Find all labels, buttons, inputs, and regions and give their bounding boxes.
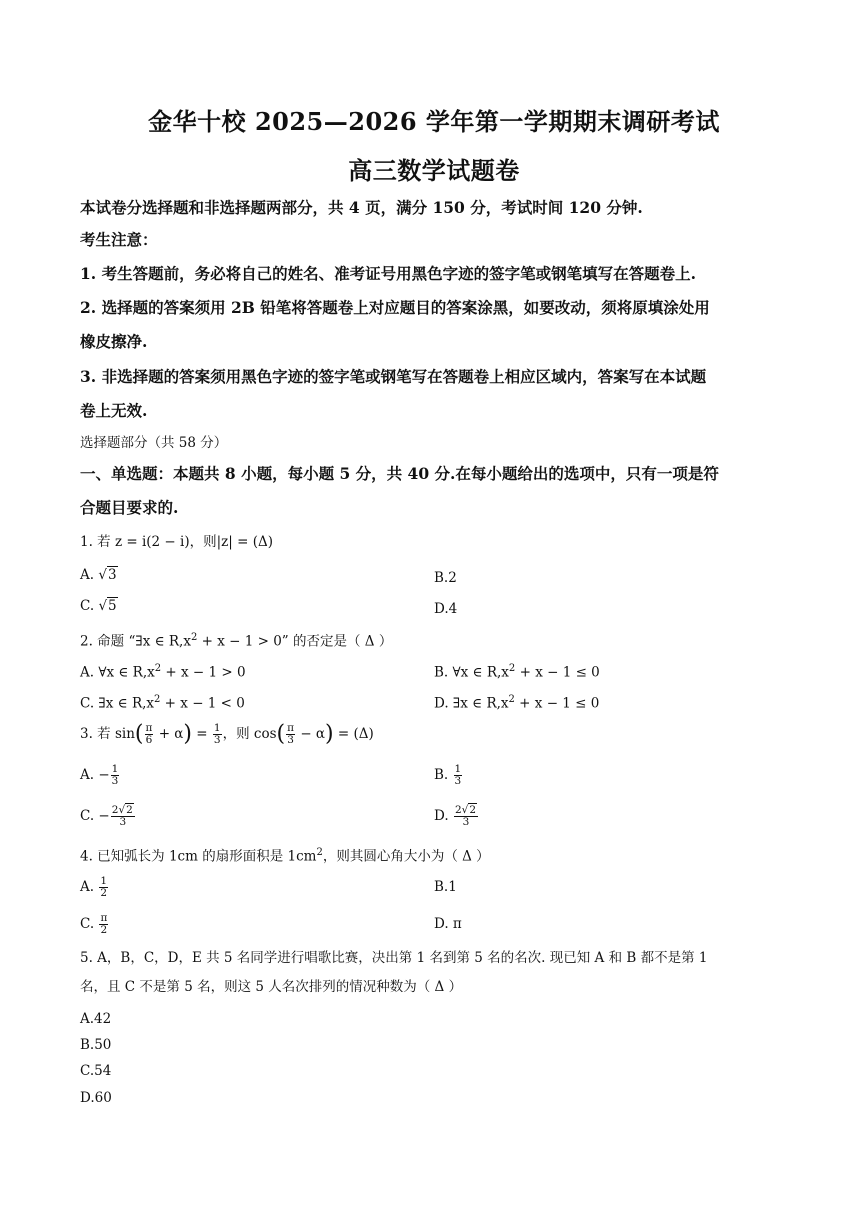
exponent: 2	[154, 663, 162, 674]
question-1-option-d: D.4	[434, 601, 458, 617]
exponent: 2	[508, 663, 516, 674]
notice-item-1: 1. 考生答题前，务必将自己的姓名、准考证号用黑色字迹的签字笔或钢笔填写在答题卷上.	[80, 264, 696, 283]
exponent: 2	[316, 847, 323, 858]
sqrt-value: 5	[108, 598, 117, 614]
option-part: + x − 1 ≤ 0	[514, 695, 600, 712]
numerator: 1	[100, 875, 108, 887]
notice-heading: 考生注意：	[80, 230, 158, 249]
question-4-option-d: D. π	[434, 916, 462, 932]
question-5-option-b: B.50	[80, 1037, 112, 1053]
denominator: 3	[213, 734, 221, 746]
numerator: 2√2	[454, 804, 477, 816]
question-5-option-d: D.60	[80, 1090, 112, 1106]
option-part: D. ∃x ∈ R,x	[434, 695, 509, 712]
option-label: D.	[434, 808, 453, 824]
exponent: 2	[154, 694, 161, 705]
notice-item-2-line-2: 橡皮擦净.	[80, 332, 148, 351]
question-2-option-d	[434, 689, 774, 715]
stem-part: ，则其圆心角大小为（ Δ ）	[322, 848, 490, 865]
exponent: 2	[190, 632, 198, 643]
stem-part: = (Δ)	[333, 726, 374, 742]
sqrt-symbol: √	[98, 567, 107, 583]
question-1-stem: 1. 若 z = i(2 − i)，则|z| = (Δ)	[80, 534, 274, 550]
denominator: 6	[145, 734, 153, 746]
fraction-pi-over-6	[145, 723, 154, 746]
stem-part: 2. 命题 “∃x ∈ R,x	[80, 633, 191, 650]
stem-part: ，则 cos	[222, 726, 277, 742]
fraction-1-over-2	[99, 876, 108, 899]
stem-part: + x − 1 > 0” 的否定是（ Δ ）	[197, 633, 393, 650]
denominator: 3	[454, 775, 462, 787]
question-2-option-a	[80, 658, 420, 684]
option-part: C. ∃x ∈ R,x	[80, 695, 155, 712]
sqrt-symbol: √	[98, 598, 108, 614]
fraction-1-over-3	[213, 723, 222, 746]
question-3-option-a	[80, 762, 420, 788]
left-paren: (	[134, 721, 144, 747]
stem-part: 3. 若 sin	[80, 726, 135, 742]
denominator: 2	[100, 887, 108, 899]
stem-part: 4. 已知弧长为 1cm 的扇形面积是 1cm	[80, 848, 317, 865]
question-1-option-b: B.2	[434, 570, 457, 586]
denominator: 3	[287, 734, 294, 746]
fraction-pi-over-3	[286, 723, 295, 746]
numerator: 1	[111, 763, 119, 775]
option-part: + x − 1 ≤ 0	[515, 664, 600, 681]
question-5-option-a: A.42	[80, 1011, 112, 1027]
sqrt-value: 2	[469, 804, 477, 816]
denominator: 3	[111, 775, 119, 787]
fraction-2sqrt2-over-3	[454, 805, 478, 828]
fraction-pi-over-2	[99, 913, 108, 936]
right-paren: )	[183, 721, 193, 747]
notice-item-2-line-1: 2. 选择题的答案须用 2B 铅笔将答题卷上对应题目的答案涂黑，如要改动，须将原填涂处用	[80, 298, 710, 317]
option-c-label: C.	[80, 598, 99, 614]
question-3-stem	[80, 720, 780, 748]
option-label: B.	[434, 767, 453, 783]
question-3-option-d	[434, 803, 774, 829]
question-2-option-b	[434, 658, 774, 684]
question-5-stem-line-1: 5. A，B，C，D，E 共 5 名同学进行唱歌比赛，决出第 1 名到第 5 名的名次. 现已知 A 和 B 都不是第 1	[80, 950, 708, 966]
denominator: 2	[100, 924, 108, 936]
stem-part: − α	[296, 726, 326, 742]
notice-item-3-line-2: 卷上无效.	[80, 401, 148, 420]
question-3-option-c	[80, 803, 420, 829]
sqrt-value: 2	[126, 804, 133, 816]
option-label: C. −	[80, 808, 110, 824]
numerator: π	[287, 722, 295, 734]
fraction-1-over-3	[111, 764, 120, 787]
question-5-option-c: C.54	[80, 1063, 112, 1079]
fraction-2sqrt2-over-3	[111, 805, 135, 828]
question-2-stem	[80, 627, 780, 653]
numerator: π	[145, 722, 153, 734]
option-part: A. ∀x ∈ R,x	[80, 664, 155, 681]
option-label: C.	[80, 916, 99, 932]
question-1-option-a	[80, 564, 420, 586]
question-4-option-a	[80, 874, 420, 900]
exponent: 2	[508, 694, 515, 705]
denominator: 3	[119, 816, 127, 828]
option-part: + x − 1 > 0	[161, 664, 246, 681]
option-label: A.	[80, 879, 99, 895]
section-part-label: 选择题部分（共 58 分）	[80, 435, 228, 451]
coefficient: 2	[111, 804, 119, 816]
question-4-stem	[80, 842, 780, 868]
section-heading-line-2: 合题目要求的.	[80, 498, 179, 517]
numerator: π	[100, 912, 108, 924]
question-4-option-c	[80, 911, 420, 937]
option-part: + x − 1 < 0	[160, 695, 245, 712]
question-5-stem-line-2: 名，且 C 不是第 5 名，则这 5 人名次排列的情况种数为（ Δ ）	[80, 979, 463, 995]
numerator: 1	[213, 722, 221, 734]
question-4-option-b: B.1	[434, 879, 457, 895]
fraction-1-over-3	[454, 764, 463, 787]
sqrt-value: 3	[107, 567, 117, 583]
option-part: B. ∀x ∈ R,x	[434, 664, 509, 681]
option-label: A. −	[80, 767, 110, 783]
option-a-label: A.	[80, 567, 99, 583]
question-3-option-b	[434, 762, 774, 788]
notice-item-3-line-1: 3. 非选择题的答案须用黑色字迹的签字笔或钢笔写在答题卷上相应区域内，答案写在本试题	[80, 367, 707, 386]
stem-part: + α	[154, 726, 184, 742]
question-1-option-c	[80, 595, 420, 617]
exam-intro: 本试卷分选择题和非选择题两部分，共 4 页，满分 150 分，考试时间 120 分钟.	[80, 198, 643, 217]
section-heading-line-1: 一、单选题：本题共 8 小题，每小题 5 分，共 40 分.在每小题给出的选项中，只有一项是符	[80, 464, 719, 483]
numerator: 1	[454, 763, 462, 775]
question-2-option-c	[80, 689, 420, 715]
coefficient: 2	[454, 804, 462, 816]
numerator: 2√2	[111, 804, 133, 816]
left-paren: (	[276, 721, 286, 747]
stem-part: =	[192, 726, 212, 742]
right-paren: )	[325, 721, 334, 747]
exam-title: 金华十校 2025—2026 学年第一学期期末调研考试	[148, 107, 720, 136]
exam-subtitle: 高三数学试题卷	[348, 156, 520, 185]
denominator: 3	[462, 816, 470, 828]
